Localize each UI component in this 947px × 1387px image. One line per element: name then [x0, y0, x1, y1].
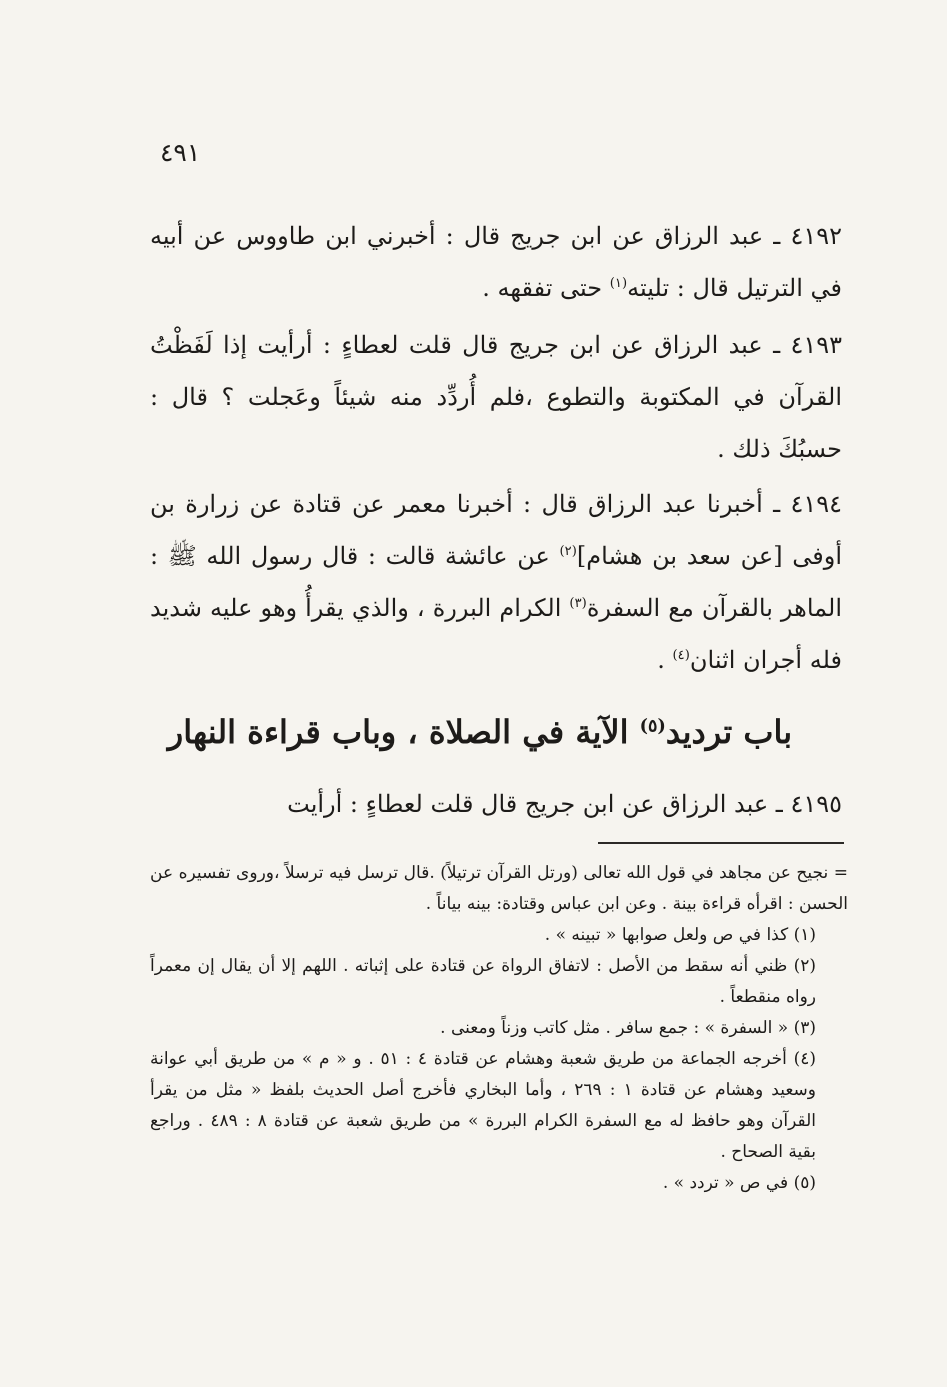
footnote-4: (٤) أخرجه الجماعة من طريق شعبة وهشام عن قتادة ٤ : ٥١ . و « م » من طريق أبي عوانة وسعيد وهشام عن قتادة ١ : ٢٦٩ ، وأما البخاري فأخرج أصل الحديث بلفظ « مثل من يقرأ القرآن وهو حافظ له مع السفرة الكرام البررة » من طريق شعبة عن قتادة ٨ : ٤٨٩ . وراجع بقية الصحاح .: [150, 1049, 816, 1162]
footnotes: [150, 858, 848, 1199]
footnote-divider: [598, 842, 844, 844]
hadith-4192-end: حتى تفقهه .: [482, 274, 610, 302]
footnote-5: (٥) في ص « تردد » .: [662, 1173, 816, 1193]
footnote-ref-5: (٥): [639, 715, 666, 737]
footnote-ref-3: (٣): [569, 596, 587, 611]
hadith-4192-text: [150, 210, 842, 314]
footnote-ref-1: (١): [609, 276, 628, 291]
hadith-4194-text: [150, 478, 842, 686]
hadith-4195-text: ٤١٩٥ ـ عبد الرزاق عن ابن جريج قال قلت لعطاءٍ : أرأيت: [287, 790, 842, 818]
hadith-4192: [150, 210, 842, 314]
hadith-4193-text: ٤١٩٣ ـ عبد الرزاق عن ابن جريج قال قلت لعطاءٍ : أرأيت إذا لَفَظْتُ القرآن في المكتوبة والتطوع ،فلم أُردِّد منه شيئاً وعَجلت ؟ قال : حسبُكَ ذلك .: [150, 331, 842, 463]
footnote-ref-2: (٢): [559, 544, 577, 559]
footnote-2: (٢) ظني أنه سقط من الأصل : لاتفاق الرواة عن قتادة على إثباته . اللهم إلا أن يقال إن معمراً رواه منقطعاً .: [150, 956, 816, 1007]
footnote-3: (٣) « السفرة » : جمع سافر . مثل كاتب وزناً ومعنى .: [440, 1018, 816, 1038]
chapter-title-b: الآية في الصلاة ، وباب قراءة النهار: [167, 713, 640, 751]
hadith-4194-part-d: .: [657, 646, 673, 674]
hadith-4194-part-c: الكرام البررة ، والذي يقرأُ وهو عليه شديد فله أجران اثنان: [150, 594, 842, 674]
footnote-continuation: = نجيح عن مجاهد في قول الله تعالى (ورتل القرآن ترتيلاً) .قال ترسل فيه ترسلاً ،وروى تفسيره عن الحسن : اقرأه قراءة بينة . وعن ابن عباس وقتادة: بينه بياناً .: [150, 863, 848, 914]
hadith-4192-body: ٤١٩٢ ـ عبد الرزاق عن ابن جريج قال : أخبرني ابن طاووس عن أبيه في الترتيل قال : تليته: [150, 222, 842, 302]
hadith-4193: [150, 319, 842, 475]
page-number: ٤٩١: [160, 138, 201, 167]
chapter-title-a: باب ترديد: [665, 713, 793, 751]
chapter-heading: [150, 702, 810, 762]
hadith-4194-part-a: ٤١٩٤ ـ أخبرنا عبد الرزاق قال : أخبرنا معمر عن قتادة عن زرارة بن أوفى [عن سعد بن هشام]: [150, 490, 842, 570]
hadith-4194-part-b: عن عائشة قالت : قال رسول الله ﷺ : الماهر بالقرآن مع السفرة: [150, 542, 842, 622]
hadith-4195: [150, 778, 842, 830]
hadith-4194: [150, 478, 842, 686]
footnote-ref-4: (٤): [672, 648, 690, 663]
footnote-1: (١) كذا في ص ولعل صوابها « تبينه » .: [544, 925, 816, 945]
